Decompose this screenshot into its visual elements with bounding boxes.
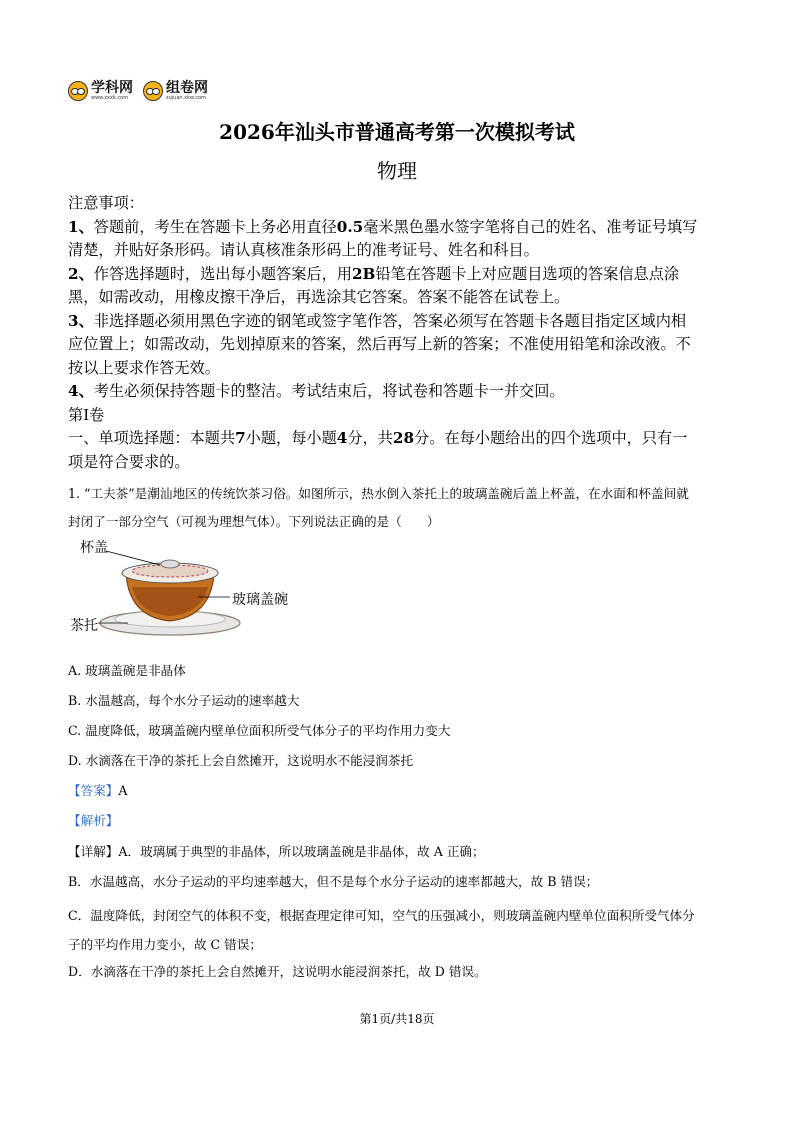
mascot-icon (68, 81, 88, 101)
section-text: 分。在每小题给出的四个选项中，只有一项是符合要求的。 (68, 429, 688, 471)
section-text: 小题，每小题 (245, 429, 337, 447)
detail-line: B．水温越高，水分子运动的平均速率越大，但不是每个水分子运动的速率都越大，故 B 错误； (68, 874, 599, 889)
instruction-item (68, 216, 700, 263)
instructions-heading: 注意事项： (68, 194, 144, 212)
item-text: 答题前，考生在答题卡上务必用直径 (93, 217, 337, 236)
logo-url: zujuan.xkw.com (166, 95, 206, 101)
logo-name: 组卷网 (166, 80, 208, 96)
option-c: C. 温度降低，玻璃盖碗内壁单位面积所受气体分子的平均作用力变大 (68, 723, 451, 738)
volume-label: 第Ⅰ卷 (68, 405, 105, 424)
xuekewang-logo[interactable] (68, 81, 133, 101)
item-text: 作答选择题时，选出每小题答案后，用 (93, 264, 352, 283)
instructions (68, 192, 700, 474)
section-text: 分，共 (347, 429, 393, 447)
lid-label: 杯盖 (80, 540, 108, 556)
question-stem: 1. “工夫茶”是潮汕地区的传统饮茶习俗。如图所示，热水倒入茶托上的玻璃盖碗后盖上杯盖，在水面和杯盖间就封闭了一部分空气（可视为理想气体）。下列说法正确的是（ ） (68, 486, 689, 529)
exam-subject: 物理 (377, 159, 417, 183)
detail-tag: 【详解】 (68, 844, 119, 859)
item-number: 1、 (68, 217, 94, 236)
section-number: 7 (235, 429, 246, 447)
item-text: 铅笔在答题卡上对应题目选项的答案信息点涂黑，如需改动，用橡皮擦干净后，再选涂其它答案。答案不能答在试卷上。 (68, 264, 680, 306)
item-text: 非选择题必须用黑色字迹的钢笔或签字笔作答，答案必须写在答题卡各题目指定区域内相应位置上；如需改动，先划掉原来的答案，然后再写上新的答案；不准使用铅笔和涂改液。不按以上要求作答无效。 (68, 311, 691, 377)
item-bold: 0.5 (336, 217, 364, 236)
detail-line: C．温度降低，封闭空气的体积不变，根据查理定律可知，空气的压强减小，则玻璃盖碗内壁单位面积所受气体分子的平均作用力变小，故 C 错误； (68, 908, 695, 952)
answer-line (68, 780, 127, 799)
exam-title: 2026年汕头市普通高考第一次模拟考试 (219, 120, 575, 144)
answer-value: A (118, 783, 128, 798)
section-heading (68, 427, 700, 474)
instruction-item (68, 380, 700, 404)
zujuanwang-logo[interactable] (143, 81, 208, 101)
instruction-item (68, 263, 700, 310)
gaiwan-figure (68, 535, 308, 645)
logo-name: 学科网 (91, 80, 133, 96)
item-text: 考生必须保持答题卡的整洁。考试结束后，将试卷和答题卡一并交回。 (93, 382, 565, 400)
item-number: 2、 (68, 264, 94, 283)
option-a: A. 玻璃盖碗是非晶体 (68, 663, 186, 678)
answer-tag: 【答案】 (68, 783, 119, 798)
instruction-item (68, 310, 700, 381)
logo-url: www.zxxk.com (91, 95, 129, 101)
section-text: 一、单项选择题：本题共 (68, 429, 236, 447)
analysis-tag: 【解析】 (68, 813, 119, 828)
item-number: 4、 (68, 382, 94, 400)
page-footer: 第1页/共18页 (359, 1012, 435, 1026)
detail-line: D．水滴落在干净的茶托上会自然摊开，这说明水能浸润茶托，故 D 错误。 (68, 964, 487, 979)
mascot-icon (143, 81, 163, 101)
lid-leader (106, 551, 160, 565)
item-number: 3、 (68, 311, 94, 330)
item-bold: 2B (351, 264, 376, 283)
saucer-label: 茶托 (70, 618, 98, 634)
item-text: 毫米黑色墨水签字笔将自己的姓名、准考证号填写清楚，并贴好条形码。请认真核准条形码上的准考证号、姓名和科目。 (68, 217, 698, 259)
detail-text: A．玻璃属于典型的非晶体，所以玻璃盖碗是非晶体，故 A 正确； (118, 844, 485, 859)
section-number: 28 (392, 429, 415, 447)
detail-line (68, 841, 485, 860)
lid-knob (161, 560, 179, 568)
option-d: D. 水滴落在干净的茶托上会自然摊开，这说明水不能浸润茶托 (68, 753, 414, 768)
option-b: B. 水温越高，每个水分子运动的速率越大 (68, 693, 300, 708)
bowl-label: 玻璃盖碗 (232, 592, 288, 608)
section-number: 4 (336, 429, 348, 447)
logo-bar (68, 78, 208, 104)
